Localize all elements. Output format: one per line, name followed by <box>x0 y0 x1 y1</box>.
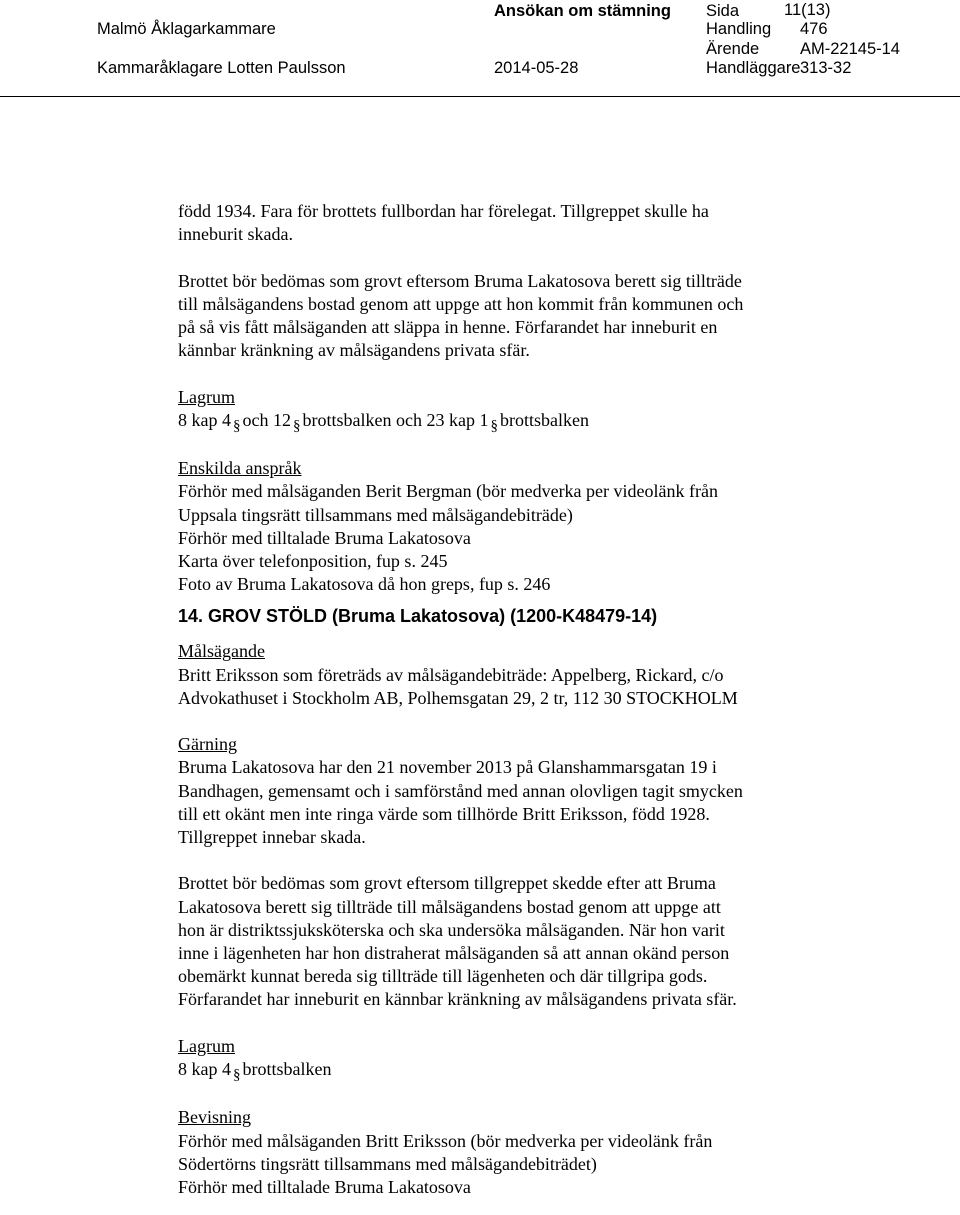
section-sign-icon: § <box>233 417 241 434</box>
header-handlaggare-label: Handläggare <box>706 59 801 77</box>
header-handling-label: Handling <box>706 20 772 38</box>
paragraph-2: Brottet bör bedömas som grovt eftersom Bruma Lakatosova berett sig tillträde till målsägandens bostad genom att uppge att hon kommit från kommunen och på så vis fått målsäganden att släppa in henne. Förfarandet har inneburit en kännbar kränkning av målsägandens privata sfär. <box>178 270 744 361</box>
enskilda-heading: Enskilda anspråk <box>178 458 302 479</box>
header-handlaggare-value: 313-32 <box>800 59 852 77</box>
lagrum2-heading: Lagrum <box>178 1035 235 1056</box>
bevisning-heading: Bevisning <box>178 1107 252 1128</box>
document-body <box>178 200 868 1199</box>
header-sida-value: 11(13) <box>784 1 831 19</box>
header-divider <box>0 96 960 97</box>
section-sign-icon: § <box>233 1067 241 1084</box>
garning-heading: Gärning <box>178 734 237 755</box>
lagrum2-text: 8 kap 4 § brottsbalken <box>178 1058 868 1083</box>
header-org: Malmö Åklagarkammare <box>97 20 276 38</box>
paragraph-1: född 1934. Fara för brottets fullbordan har förelegat. Tillgreppet skulle ha inneburit skada. <box>178 201 709 245</box>
section-heading: 14. GROV STÖLD (Bruma Lakatosova) (1200-K48479-14) <box>178 606 658 627</box>
enskilda-list: Förhör med målsäganden Berit Bergman (bör medverka per videolänk från Uppsala tingsrätt tillsammans med målsägandebiträde) Förhör med tilltalade Bruma Lakatosova Karta över telefonposition, fup s. 245 Foto av Bruma Lakatosova då hon greps, fup s. 246 <box>178 481 718 595</box>
malsagande-heading: Målsägande <box>178 641 265 662</box>
lagrum-text: 8 kap 4 § och 12 § brottsbalken och 23 kap 1 § brottsbalken <box>178 409 868 434</box>
section-sign-icon: § <box>490 417 498 434</box>
header-date: 2014-05-28 <box>494 59 579 77</box>
header-handling-value: 476 <box>800 20 828 38</box>
section-sign-icon: § <box>293 417 301 434</box>
header-doc-type: Ansökan om stämning <box>494 2 671 20</box>
header-arende-value: AM-22145-14 <box>800 40 900 58</box>
header-sida-label: Sida <box>706 2 740 20</box>
malsagande-text: Britt Eriksson som företräds av målsägandebiträde: Appelberg, Rickard, c/o Advokathuset i Stockholm AB, Polhemsgatan 29, 2 tr, 112 30 STOCKHOLM <box>178 664 738 708</box>
header-author: Kammaråklagare Lotten Paulsson <box>97 59 346 77</box>
lagrum-heading: Lagrum <box>178 386 235 407</box>
garning-text: Bruma Lakatosova har den 21 november 2013 på Glanshammarsgatan 19 i Bandhagen, gemensamt och i samförstånd med annan olovligen tagit smycken till ett okänt men inte ringa värde som tillhörde Britt Eriksson, född 1928. Tillgreppet innebar skada. <box>178 757 743 848</box>
paragraph-3: Brottet bör bedömas som grovt eftersom tillgreppet skedde efter att Bruma Lakatosova berett sig tillträde till målsägandens bostad genom att uppge att hon är distriktssjuksköterska och ska undersöka målsäganden. När hon varit inne i lägenheten har hon distraherat målsäganden så att annan okänd person obemärkt kunnat bereda sig tillträde till lägenheten och där tillgripa gods. Förfarandet har inneburit en kännbar kränkning av målsägandens privata sfär. <box>178 873 737 1010</box>
bevisning-list: Förhör med målsäganden Britt Eriksson (bör medverka per videolänk från Södertörns tingsrätt tillsammans med målsägandebiträdet) Förhör med tilltalade Bruma Lakatosova <box>178 1130 713 1198</box>
header-arende-label: Ärende <box>706 40 760 58</box>
